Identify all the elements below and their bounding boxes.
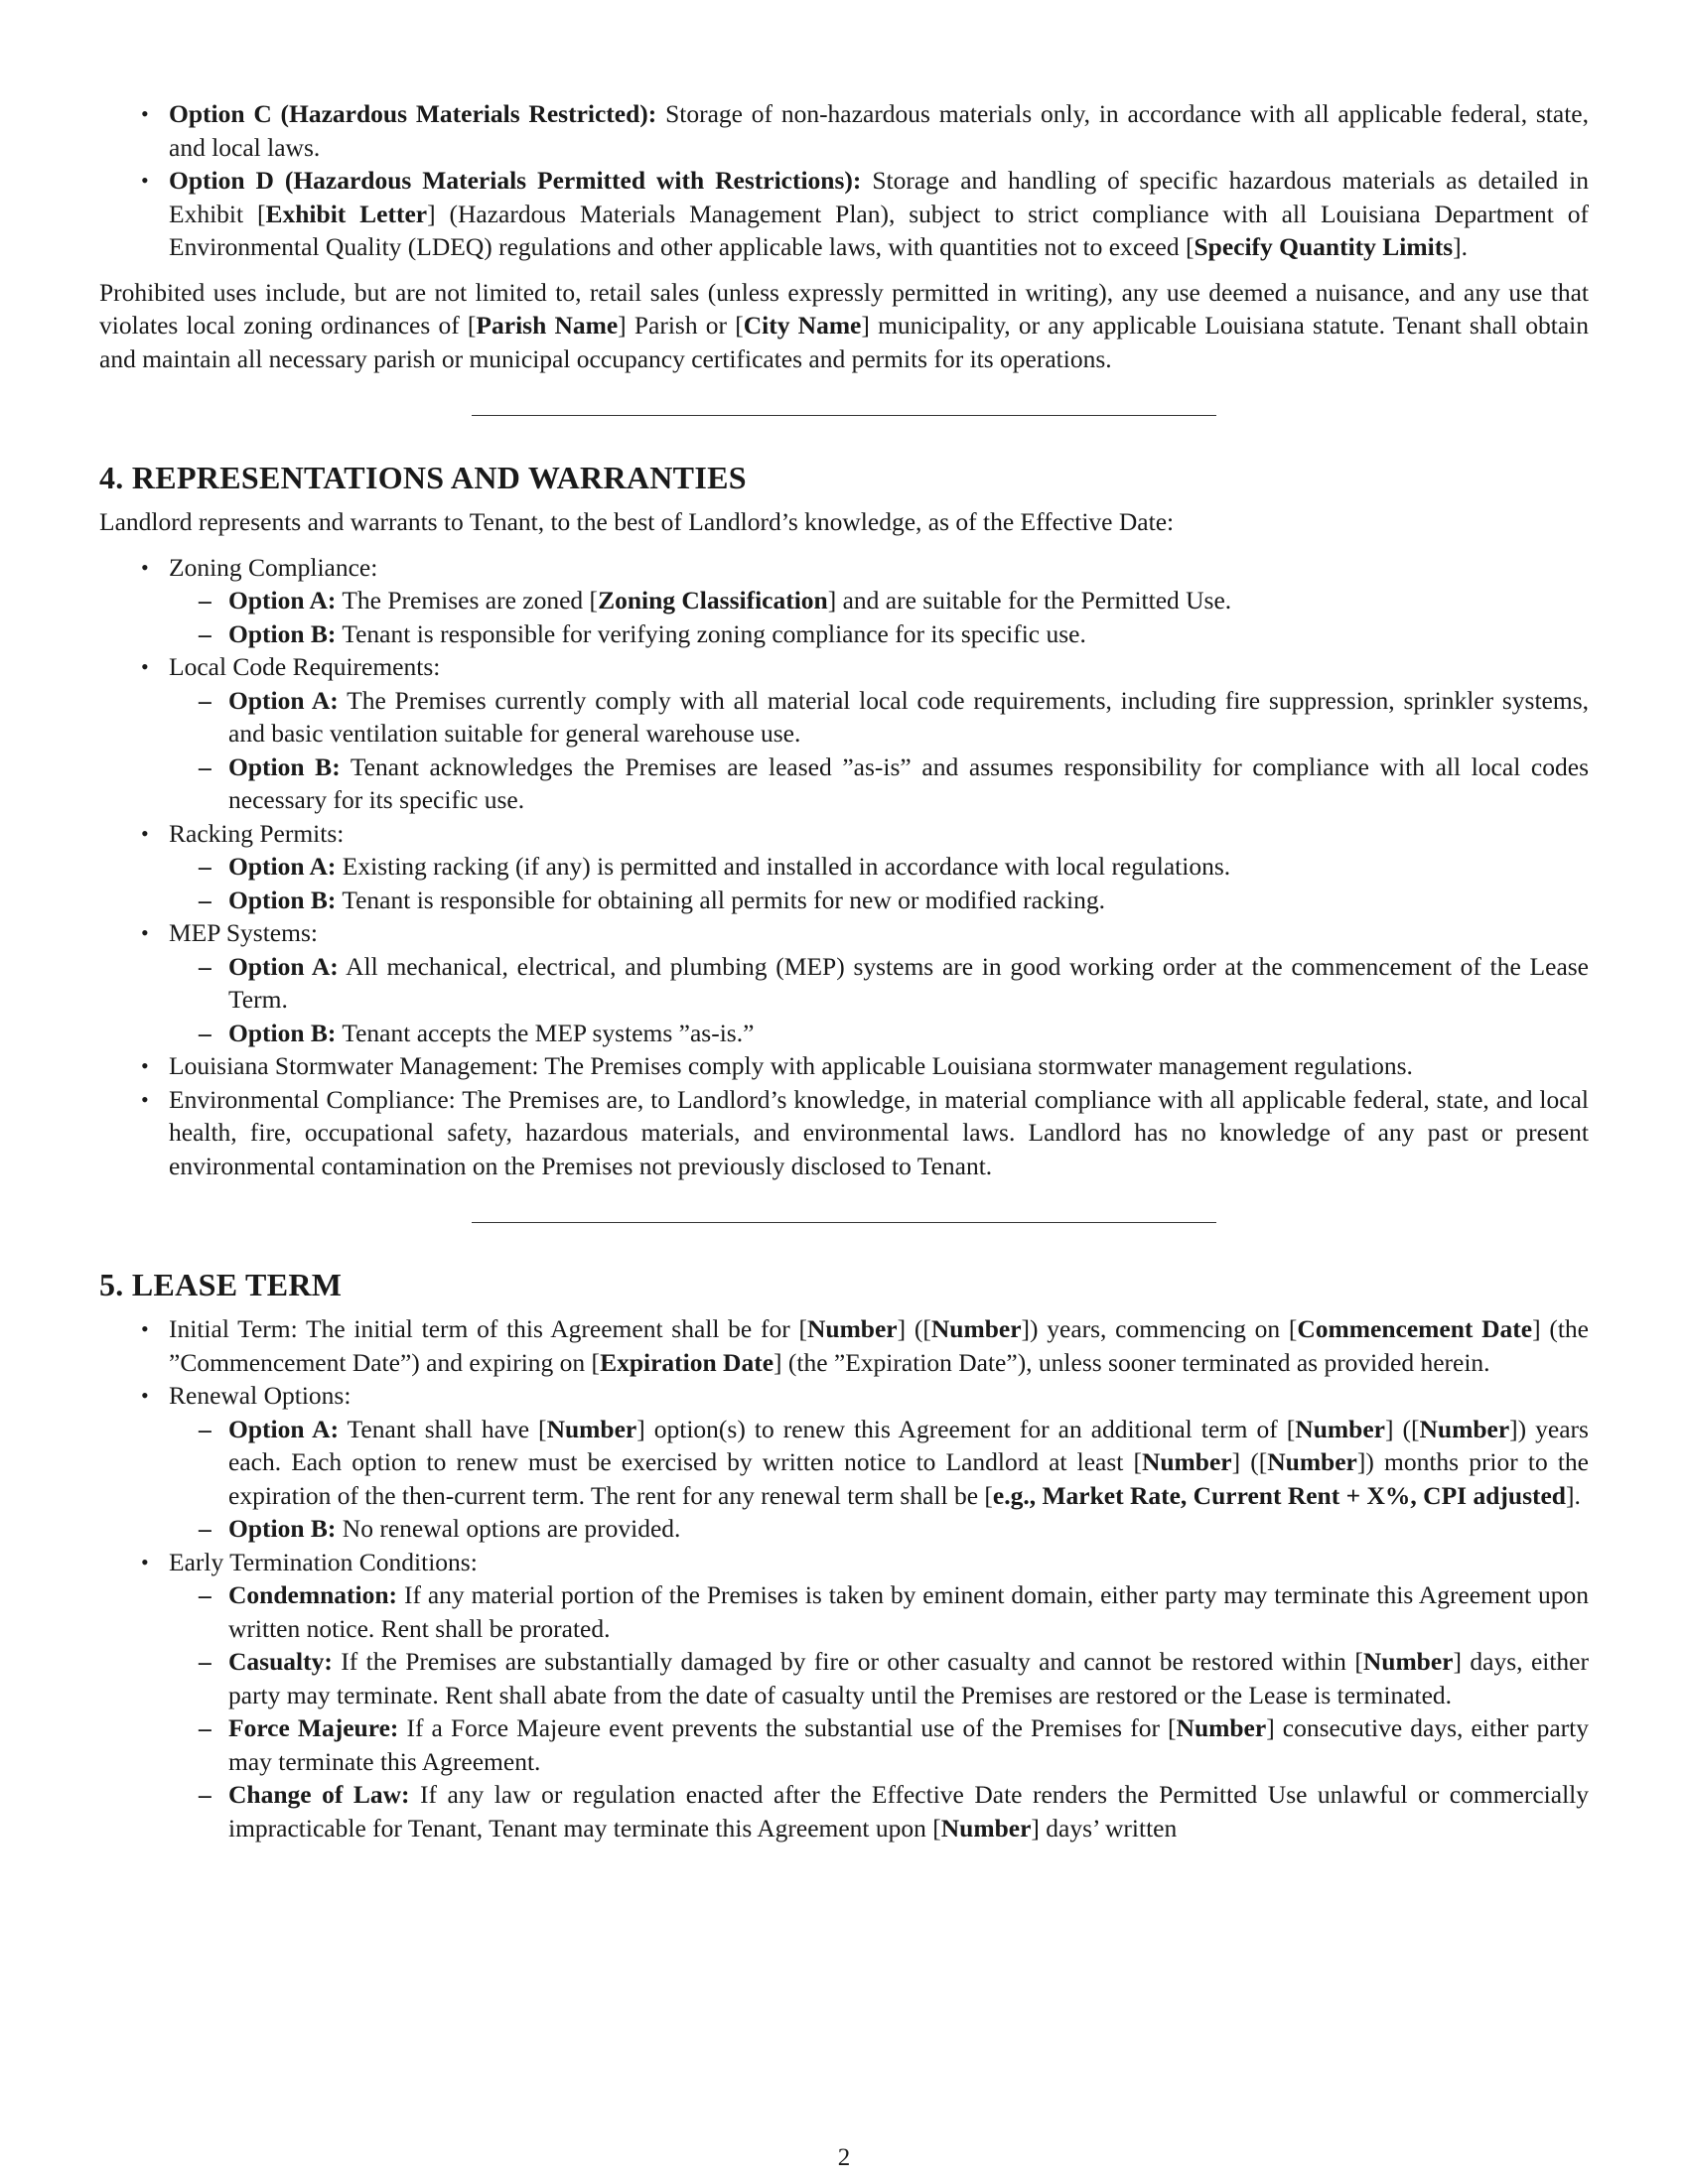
option-text: Existing racking (if any) is permitted and installed in accordance with local regulations. <box>336 852 1231 881</box>
early-termination-label: Early Termination Conditions: <box>169 1547 478 1576</box>
racking-options <box>169 850 1589 916</box>
mep-option-a <box>169 950 1589 1017</box>
renewal-label: Renewal Options: <box>169 1381 352 1410</box>
stormwater-item: • Louisiana Stormwater Management: The Premises comply with applicable Louisiana stormwater management regulations. <box>99 1049 1589 1083</box>
option-d-text: Storage and handling of specific hazardous materials as detailed in Exhibit [ <box>169 166 1589 228</box>
page-number: 2 <box>837 2144 851 2171</box>
option-text: ] days, either party may terminate. Rent shall abate from the date of casualty until the Premises are restored or the Lease is terminated. <box>228 1647 1589 1709</box>
placeholder-quantity-limits: Specify Quantity Limits <box>1194 232 1454 261</box>
document-page <box>99 97 1589 1844</box>
placeholder-number: Number <box>940 1813 1032 1843</box>
prohibited-text: ] municipality, or any applicable Louisiana statute. Tenant shall obtain and maintain all necessary parish or municipal occupancy certificates and permits for its operations. <box>99 311 1589 373</box>
mep-item <box>99 916 1589 1049</box>
racking-item <box>99 817 1589 917</box>
placeholder-number: Number <box>1176 1713 1267 1742</box>
local-code-option-b <box>169 751 1589 817</box>
option-text: ] days’ written <box>1031 1813 1178 1843</box>
renewal-option-b <box>169 1512 1589 1546</box>
option-d-item <box>99 164 1589 264</box>
placeholder-number: Number <box>1362 1647 1454 1676</box>
zoning-label: Zoning Compliance: <box>169 552 378 582</box>
option-text: Tenant acknowledges the Premises are leased ”as-is” and assumes responsibility for compliance with all local codes necessary for its specific use. <box>228 751 1589 814</box>
option-c-text: Storage of non-hazardous materials only, in accordance with all applicable federal, state, and local laws. <box>169 99 1589 162</box>
placeholder-number: Number <box>546 1414 637 1443</box>
option-text: All mechanical, electrical, and plumbing (MEP) systems are in good working order at the commencement of the Lease Term. <box>228 951 1590 1014</box>
section4-intro: Landlord represents and warrants to Tenant, to the best of Landlord’s knowledge, as of the Effective Date: <box>99 507 1175 536</box>
mep-options <box>169 950 1589 1050</box>
option-label: Condemnation: <box>228 1580 398 1609</box>
placeholder-zoning-classification: Zoning Classification <box>598 586 828 614</box>
initial-text: ] (the ”Expiration Date”), unless sooner terminated as provided herein. <box>774 1347 1490 1377</box>
option-d-text: ] (Hazardous Materials Management Plan), subject to strict compliance with all Louisiana Department of Environmental Quality (LDEQ) regulations and other applicable laws, with quantities not to exceed [ <box>169 199 1590 261</box>
initial-text: ] (the ”Commencement Date”) and expiring on [ <box>169 1314 1590 1377</box>
placeholder-number: Number <box>930 1314 1022 1343</box>
option-label: Casualty: <box>228 1647 333 1676</box>
placeholder-commencement-date: Commencement Date <box>1297 1314 1533 1343</box>
option-text: Tenant accepts the MEP systems ”as-is.” <box>336 1018 755 1047</box>
renewal-item <box>99 1379 1589 1546</box>
option-text: The Premises currently comply with all material local code requirements, including fire suppression, sprinkler systems, and basic ventilation suitable for general warehouse use. <box>228 685 1590 748</box>
prohibited-text: ] Parish or [ <box>618 311 744 340</box>
placeholder-expiration-date: Expiration Date <box>600 1347 774 1377</box>
option-c-item <box>99 97 1589 164</box>
racking-option-b <box>169 884 1589 917</box>
placeholder-number: Number <box>1419 1414 1510 1443</box>
option-label: Option A: <box>228 951 339 981</box>
option-text: ]) years each. Each option to renew must be exercised by written notice to Landlord at least [ <box>228 1414 1589 1476</box>
section3-options-list <box>99 97 1589 264</box>
option-text: No renewal options are provided. <box>336 1514 681 1543</box>
initial-text: ]) years, commencing on [ <box>1021 1314 1298 1343</box>
section4-list <box>99 551 1589 1183</box>
option-text: ]) months prior to the expiration of the then-current term. The rent for any renewal term shall be [ <box>228 1447 1589 1510</box>
early-termination-item <box>99 1546 1589 1845</box>
option-label: Force Majeure: <box>228 1713 399 1742</box>
zoning-option-b <box>169 617 1589 651</box>
mep-option-b <box>169 1017 1589 1050</box>
placeholder-number: Number <box>1267 1447 1357 1476</box>
placeholder-parish-name: Parish Name <box>476 311 619 340</box>
zoning-option-a <box>169 584 1589 617</box>
option-text: If the Premises are substantially damaged by fire or other casualty and cannot be restored within [ <box>332 1647 1363 1676</box>
option-label: Option B: <box>228 1018 337 1047</box>
option-label: Option B: <box>228 885 337 914</box>
option-label: Option B: <box>228 751 341 781</box>
option-text: Tenant shall have [ <box>339 1414 547 1443</box>
placeholder-city-name: City Name <box>743 311 862 340</box>
option-text: If a Force Majeure event prevents the substantial use of the Premises for [ <box>398 1713 1177 1742</box>
option-label: Option A: <box>228 586 337 614</box>
option-text: ] and are suitable for the Permitted Use. <box>827 586 1232 614</box>
environmental-item: • Environmental Compliance: The Premises are, to Landlord’s knowledge, in material compliance with all applicable federal, state, and local health, fire, occupational safety, hazardous materials, and environmental laws. Landlord has no knowledge of any past or present environmental contamination on the Premises not previously disclosed to Tenant. <box>99 1083 1589 1183</box>
prohibited-text: Prohibited uses include, but are not limited to, retail sales (unless expressly permitted in writing), any use deemed a nuisance, and any use that violates local zoning ordinances of [ <box>99 277 1589 340</box>
renewal-options <box>169 1413 1589 1546</box>
initial-term-item <box>99 1312 1589 1379</box>
option-label: Option A: <box>228 1414 340 1443</box>
option-label: Option B: <box>228 618 337 648</box>
option-text: ] ([ <box>1231 1447 1268 1476</box>
option-text: ] ([ <box>1384 1414 1420 1443</box>
section5-list <box>99 1312 1589 1844</box>
placeholder-rent-method: e.g., Market Rate, Current Rent + X%, CPI adjusted <box>992 1480 1566 1510</box>
option-text: If any law or regulation enacted after the Effective Date renders the Permitted Use unlawful or commercially impracticable for Tenant, Tenant may terminate this Agreement upon [ <box>228 1780 1589 1843</box>
placeholder-number: Number <box>806 1314 898 1343</box>
local-code-option-a <box>169 684 1589 751</box>
renewal-option-a <box>169 1413 1589 1513</box>
option-text: Tenant is responsible for obtaining all permits for new or modified racking. <box>336 885 1106 914</box>
casualty-item <box>169 1645 1589 1711</box>
local-code-options <box>169 684 1589 817</box>
initial-text: ] ([ <box>897 1314 931 1343</box>
change-of-law-item <box>169 1778 1589 1844</box>
local-code-item <box>99 650 1589 817</box>
prohibited-uses-paragraph <box>99 276 1589 376</box>
option-text: The Premises are zoned [ <box>336 586 599 614</box>
placeholder-number: Number <box>1295 1414 1385 1443</box>
option-label: Option A: <box>228 685 339 715</box>
local-code-label: Local Code Requirements: <box>169 652 441 681</box>
option-text: Tenant is responsible for verifying zoning compliance for its specific use. <box>336 618 1086 648</box>
condemnation-item <box>169 1578 1589 1645</box>
force-majeure-item <box>169 1711 1589 1778</box>
section4-heading: 4. REPRESENTATIONS AND WARRANTIES <box>99 460 747 495</box>
option-label: Option B: <box>228 1514 337 1543</box>
option-label: Option A: <box>228 852 337 881</box>
mep-label: MEP Systems: <box>169 918 318 947</box>
placeholder-exhibit-letter: Exhibit Letter <box>265 199 428 228</box>
option-c-label: Option C (Hazardous Materials Restricted): <box>169 99 657 128</box>
option-text: If any material portion of the Premises is taken by eminent domain, either party may terminate this Agreement upon written notice. Rent shall be prorated. <box>228 1580 1589 1643</box>
early-termination-options <box>169 1578 1589 1844</box>
option-text: ] consecutive days, either party may terminate this Agreement. <box>228 1713 1589 1776</box>
zoning-item <box>99 551 1589 651</box>
zoning-options <box>169 584 1589 650</box>
option-label: Change of Law: <box>228 1780 410 1809</box>
option-d-label: Option D (Hazardous Materials Permitted with Restrictions): <box>169 166 862 195</box>
placeholder-number: Number <box>1141 1447 1232 1476</box>
option-text: ]. <box>1566 1480 1581 1510</box>
option-text: ] option(s) to renew this Agreement for an additional term of [ <box>636 1414 1296 1443</box>
racking-label: Racking Permits: <box>169 818 345 848</box>
section5-heading: 5. LEASE TERM <box>99 1267 343 1302</box>
initial-text: Initial Term: The initial term of this Agreement shall be for [ <box>169 1314 807 1343</box>
racking-option-a <box>169 850 1589 884</box>
option-d-text: ]. <box>1453 232 1469 261</box>
